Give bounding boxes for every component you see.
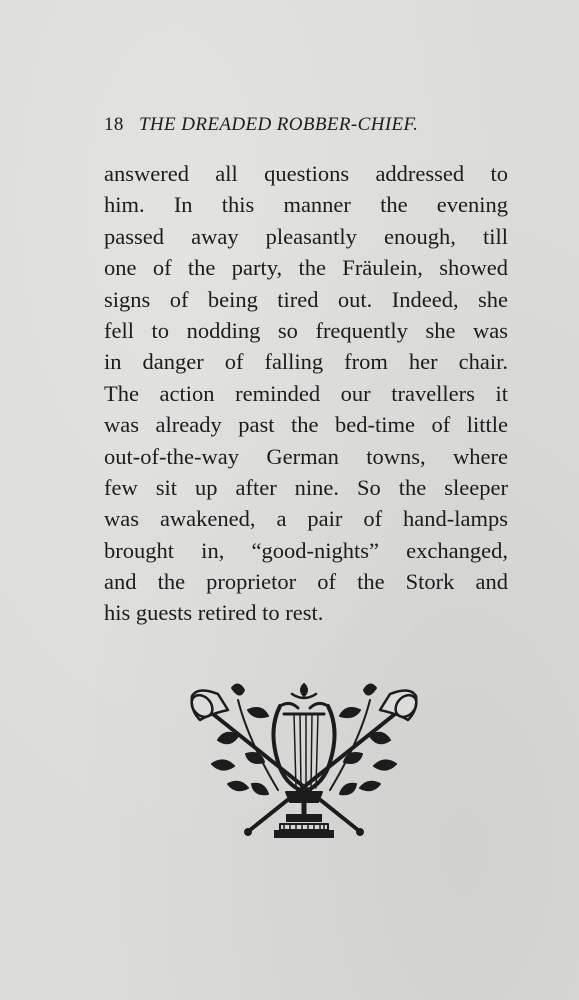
page-number: 18 [104, 114, 124, 135]
text-line: one of the party, the Fräulein, showed [104, 255, 508, 281]
body-text [104, 158, 508, 629]
running-head [104, 114, 504, 136]
text-line: brought in, “good-nights” exchanged, [104, 537, 508, 563]
text-line: passed away pleasantly enough, till [104, 223, 508, 249]
running-title: THE DREADED ROBBER-CHIEF. [138, 114, 419, 135]
text-line: him. In this manner the evening [104, 192, 508, 218]
text-line: his guests retired to rest. [104, 600, 324, 626]
text-line: was awakened, a pair of hand-lamps [104, 506, 508, 532]
text-line: out-of-the-way German towns, where [104, 443, 508, 469]
text-line: fell to nodding so frequently she was [104, 317, 508, 343]
text-line: and the proprietor of the Stork and [104, 569, 508, 595]
text-line: answered all questions addressed to [104, 161, 508, 186]
text-line: was already past the bed-time of little [104, 412, 508, 438]
text-line: The action reminded our travellers it [104, 380, 508, 406]
lyre-and-trumpets-ornament-icon [188, 680, 420, 850]
text-line: in danger of falling from her chair. [104, 349, 508, 375]
text-line: signs of being tired out. Indeed, she [104, 286, 508, 312]
text-line: few sit up after nine. So the sleeper [104, 474, 508, 500]
